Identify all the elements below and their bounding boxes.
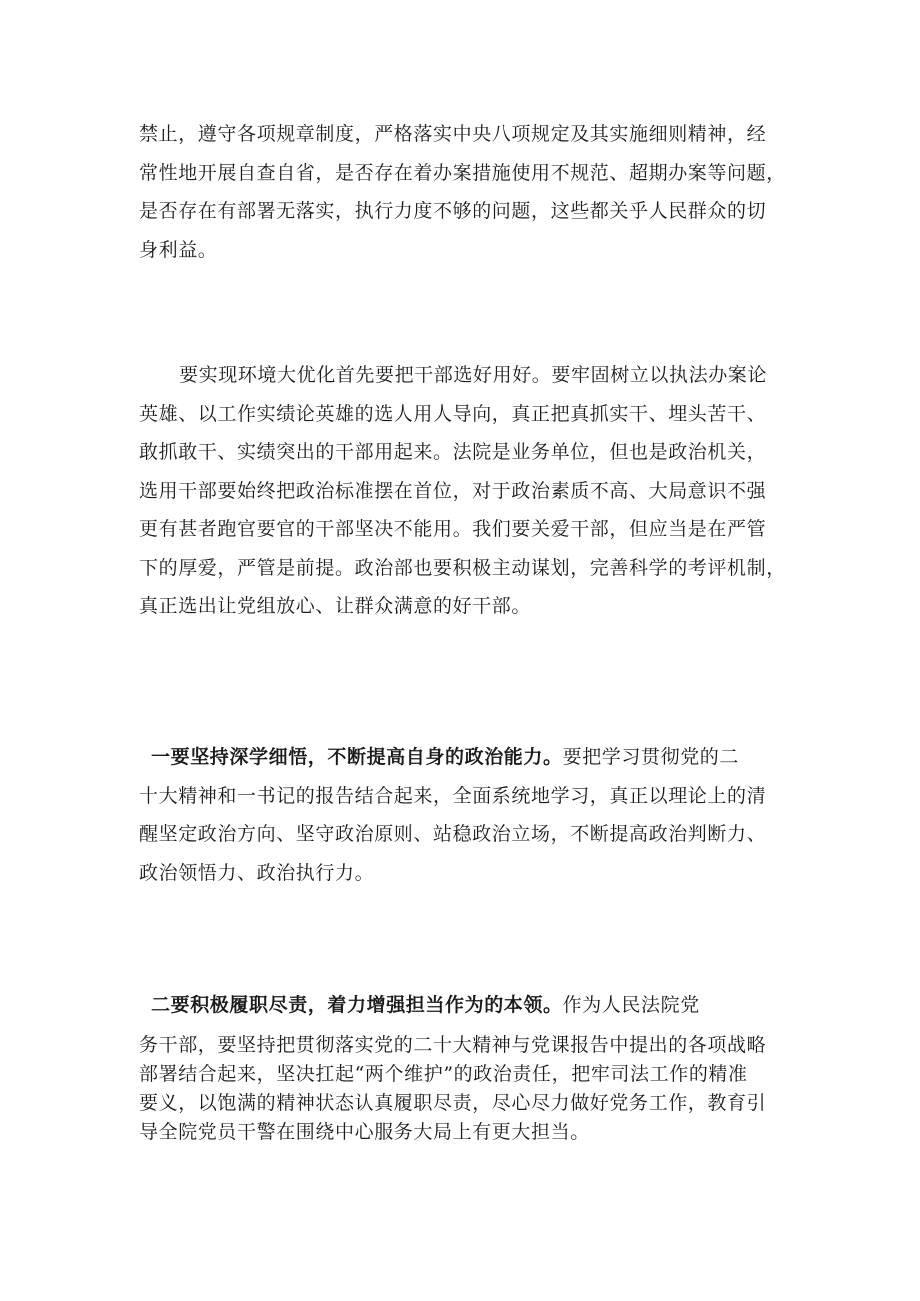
paragraph-1: [139, 115, 799, 269]
text-line: 导全院党员干警在围绕中心服务大局上有更大担当。: [139, 1121, 590, 1143]
text-span: 作为人民法院党: [562, 994, 700, 1016]
paragraph-4-heading-line: [139, 986, 799, 1025]
bold-heading: 一要坚持深学细悟，不断提高自身的政治能力。: [151, 746, 563, 768]
text-line: 部署结合起来，坚决扛起“两个维护”的政治责任，把牢司法工作的精准: [139, 1063, 748, 1085]
text-span: 要把学习贯彻党的二: [562, 746, 740, 768]
text-line: 禁止，遵守各项规章制度，严格落实中央八项规定及其实施细则精神，经: [139, 123, 767, 145]
text-line: 身利益。: [139, 238, 218, 261]
paragraph-3: [139, 738, 799, 892]
paragraph-2: [139, 356, 799, 626]
text-line: 要实现环境大优化首先要把干部选好用好。要牢固树立以执法办案论: [179, 364, 768, 386]
text-line: 政治领悟力、政治执行力。: [139, 861, 375, 884]
text-line: 醒坚定政治方向、坚守政治原则、站稳政治立场，不断提高政治判断力、: [139, 823, 767, 845]
text-line: 下的厚爱，严管是前提。政治部也要积极主动谋划，完善科学的考评机制，: [139, 556, 786, 579]
text-line: [139, 738, 799, 777]
text-line: 务干部，要坚持把贯彻落实党的二十大精神与党课报告中提出的各项战略: [139, 1034, 767, 1056]
bold-heading: 二要积极履职尽责，着力增强担当作为的本领。: [151, 994, 563, 1016]
text-line: 敢抓敢干、实绩突出的干部用起来。法院是业务单位，但也是政治机关，: [139, 441, 767, 463]
text-line: 十大精神和一书记的报告结合起来，全面系统地学习，真正以理论上的清: [139, 784, 767, 807]
text-line: 要义，以饱满的精神状态认真履职尽责，尽心尽力做好党务工作，教育引: [139, 1092, 767, 1114]
text-line: 英雄、以工作实绩论英雄的选人用人导向，真正把真抓实干、埋头苦干、: [139, 402, 767, 425]
text-line: [139, 986, 799, 1025]
text-line: 是否存在有部署无落实，执行力度不够的问题，这些都关乎人民群众的切: [139, 200, 767, 222]
text-line: 更有甚者跑官要官的干部坚决不能用。我们要关爱干部，但应当是在严管: [139, 518, 767, 540]
text-line: 常性地开展自查自省，是否存在着办案措施使用不规范、超期办案等问题，: [139, 161, 786, 184]
text-line: 真正选出让党组放心、让群众满意的好干部。: [139, 595, 532, 617]
text-line: 选用干部要始终把政治标准摆在首位，对于政治素质不高、大局意识不强: [139, 479, 767, 502]
paragraph-4-body: [139, 1031, 799, 1147]
